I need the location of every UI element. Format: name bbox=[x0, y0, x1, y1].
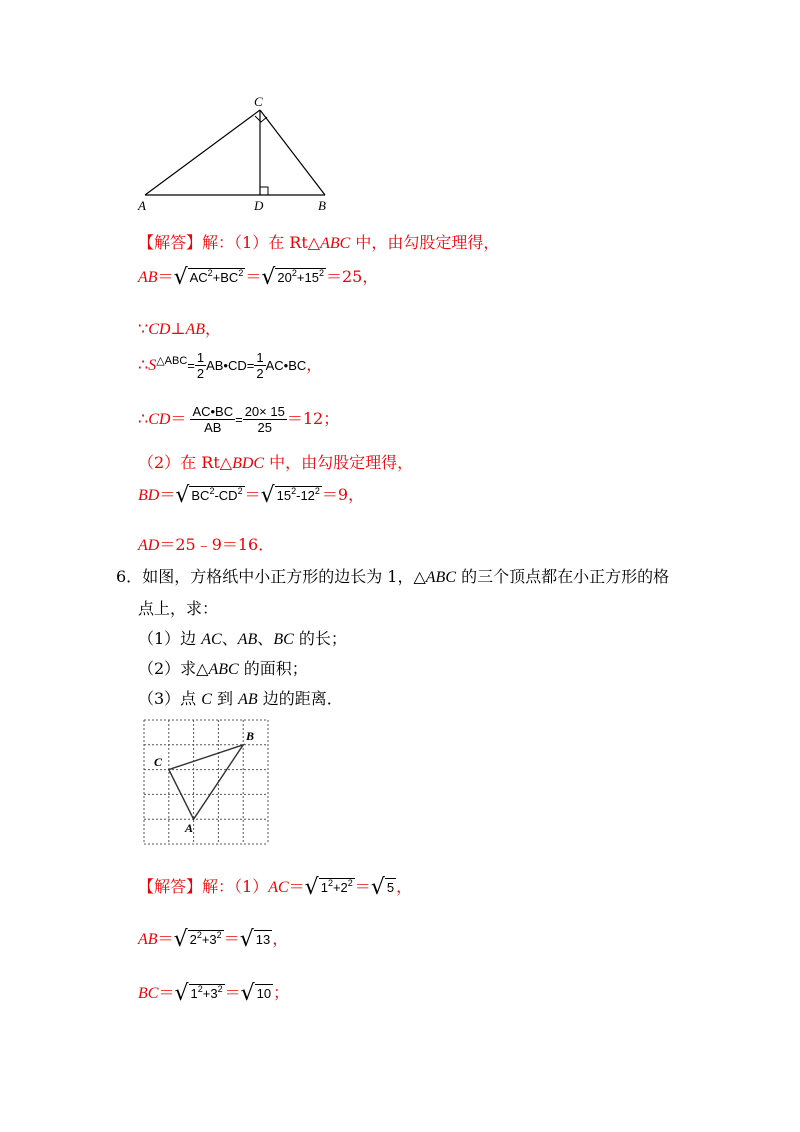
question-number: 6． bbox=[116, 567, 143, 586]
answer-head: 【解答】解： bbox=[138, 233, 235, 252]
sol5-area-line: $\therefore S^{\triangle ABC}=$ $\frac{1}{2}$ AB•CD= $\frac{1}{2}$ AC•BC， bbox=[138, 350, 323, 381]
sol6-bc-line: BC＝√ $1^2+3^2$ ＝√ 10 ； bbox=[138, 980, 290, 1006]
sol5-bd-line: BD＝√ $BC^2-CD^2$ ＝√ $15^2-12^2 =9$， bbox=[138, 482, 365, 508]
sol5-cd-line: ∴CD＝ $\frac{AC•BC}{AB}$ = $\frac{20\times 15}{25}$ ＝12； bbox=[138, 404, 340, 435]
vertex-label-b: B bbox=[246, 729, 255, 743]
sol5-ad-line: AD＝25﹣9＝16． bbox=[138, 535, 275, 554]
q6-sub3: （3）点 C 到 AB 边的距离． bbox=[138, 689, 343, 708]
sol5-ab-line: AB＝√ $AC^2+BC^2$ ＝√ $20^2+15^2 =25$， bbox=[138, 264, 379, 290]
vertex-label-a: A bbox=[138, 198, 146, 213]
sol5-because-line: ∵CD⊥AB， bbox=[138, 319, 222, 338]
figure-grid-triangle bbox=[140, 716, 276, 848]
sqrt-expr: √ $AC^2+BC^2$ bbox=[173, 264, 244, 290]
q6-line2: 点上，求： bbox=[138, 599, 219, 618]
vertex-label-d: D bbox=[254, 198, 264, 213]
sol5-line1: 【解答】解：（1）在 Rt△ABC 中，由勾股定理得， bbox=[138, 233, 500, 252]
q6-sub2: （2）求△ABC 的面积； bbox=[138, 659, 308, 678]
sol5-part2-line: （2）在 Rt△BDC 中，由勾股定理得， bbox=[138, 453, 414, 472]
vertex-label-c: C bbox=[254, 94, 263, 109]
vertex-label-c: C bbox=[154, 755, 163, 769]
q6-line1: 6．如图，方格纸中小正方形的边长为 1，△ABC 的三个顶点都在小正方形的格 bbox=[116, 567, 670, 586]
sol6-line1: 【解答】解：（1）AC＝√ $1^2+2^2$ ＝√ 5 ， bbox=[138, 874, 413, 900]
q6-sub1: （1）边 AC、AB、BC 的长； bbox=[138, 629, 347, 648]
answer-head: 【解答】解： bbox=[138, 877, 235, 896]
vertex-label-b: B bbox=[318, 198, 326, 213]
vertex-label-a: A bbox=[185, 821, 194, 835]
figure-right-triangle bbox=[130, 92, 340, 214]
sol6-ab-line: AB＝√ $2^2+3^2$ ＝√ 13 ， bbox=[138, 926, 289, 952]
